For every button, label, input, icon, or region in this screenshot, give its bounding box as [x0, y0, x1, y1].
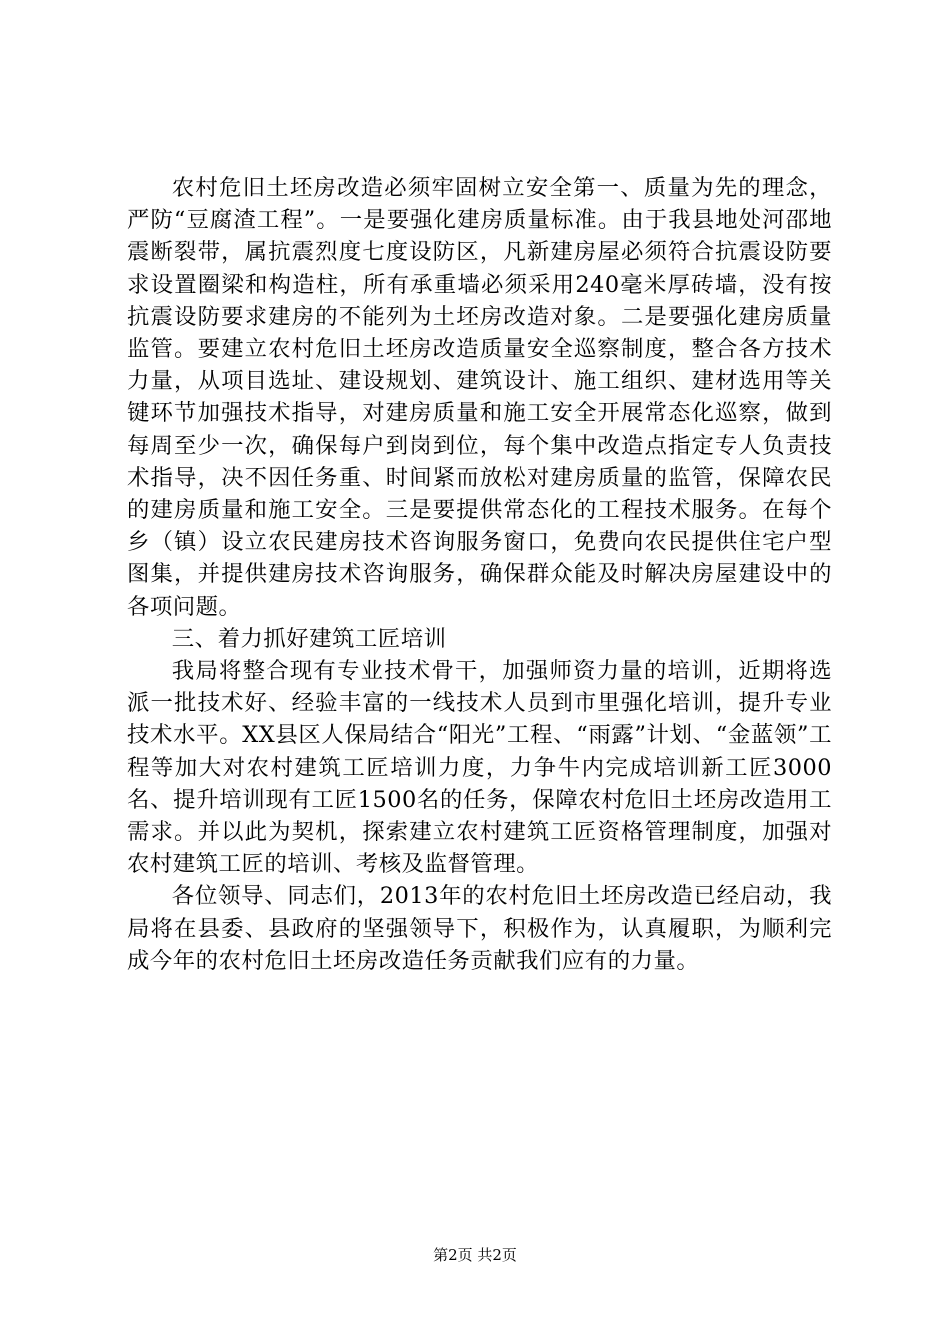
section-heading-craftsman-training: 三、着力抓好建筑工匠培训 [171, 625, 447, 652]
page-number-label: 第2页 共2页 [433, 1246, 517, 1264]
paragraph-closing-remarks: 各位领导、同志们，2013年的农村危旧土坯房改造已经启动，我局将在县委、县政府的坚强领导下，积极作为，认真履职，为顺利完成今年的农村危旧土坯房改造任务贡献我们应有的力量。 [127, 883, 832, 974]
paragraph-quality-safety: 农村危旧土坯房改造必须牢固树立安全第一、质量为先的理念，严防“豆腐渣工程”。一是要强化建房质量标准。由于我县地处河邵地震断裂带，属抗震烈度七度设防区，凡新建房屋必须符合抗震设防要求设置圈梁和构造柱，所有承重墙必须采用240毫米厚砖墙，没有按抗震设防要求建房的不能列为土坯房改造对象。二是要强化建房质量监管。要建立农村危旧土坯房改造质量安全巡察制度，整合各方技术力量，从项目选址、建设规划、建筑设计、施工组织、建材选用等关键环节加强技术指导，对建房质量和施工安全开展常态化巡察，做到每周至少一次，确保每户到岗到位，每个集中改造点指定专人负责技术指导，决不因任务重、时间紧而放松对建房质量的监管，保障农民的建房质量和施工安全。三是要提供常态化的工程技术服务。在每个乡（镇）设立农民建房技术咨询服务窗口，免费向农民提供住宅户型图集，并提供建房技术咨询服务，确保群众能及时解决房屋建设中的各项问题。 [127, 175, 832, 620]
page-footer [0, 1245, 950, 1265]
document-body [127, 172, 832, 977]
paragraph-training-plan: 我局将整合现有专业技术骨干，加强师资力量的培训，近期将选派一批技术好、经验丰富的一线技术人员到市里强化培训，提升专业技术水平。XX县区人保局结合“阳光”工程、“雨露”计划、“金蓝领”工程等加大对农村建筑工匠培训力度，力争牛内完成培训新工匠3000名、提升培训现有工匠1500名的任务，保障农村危旧土坯房改造用工需求。并以此为契机，探索建立农村建筑工匠资格管理制度，加强对农村建筑工匠的培训、考核及监督管理。 [127, 658, 832, 878]
